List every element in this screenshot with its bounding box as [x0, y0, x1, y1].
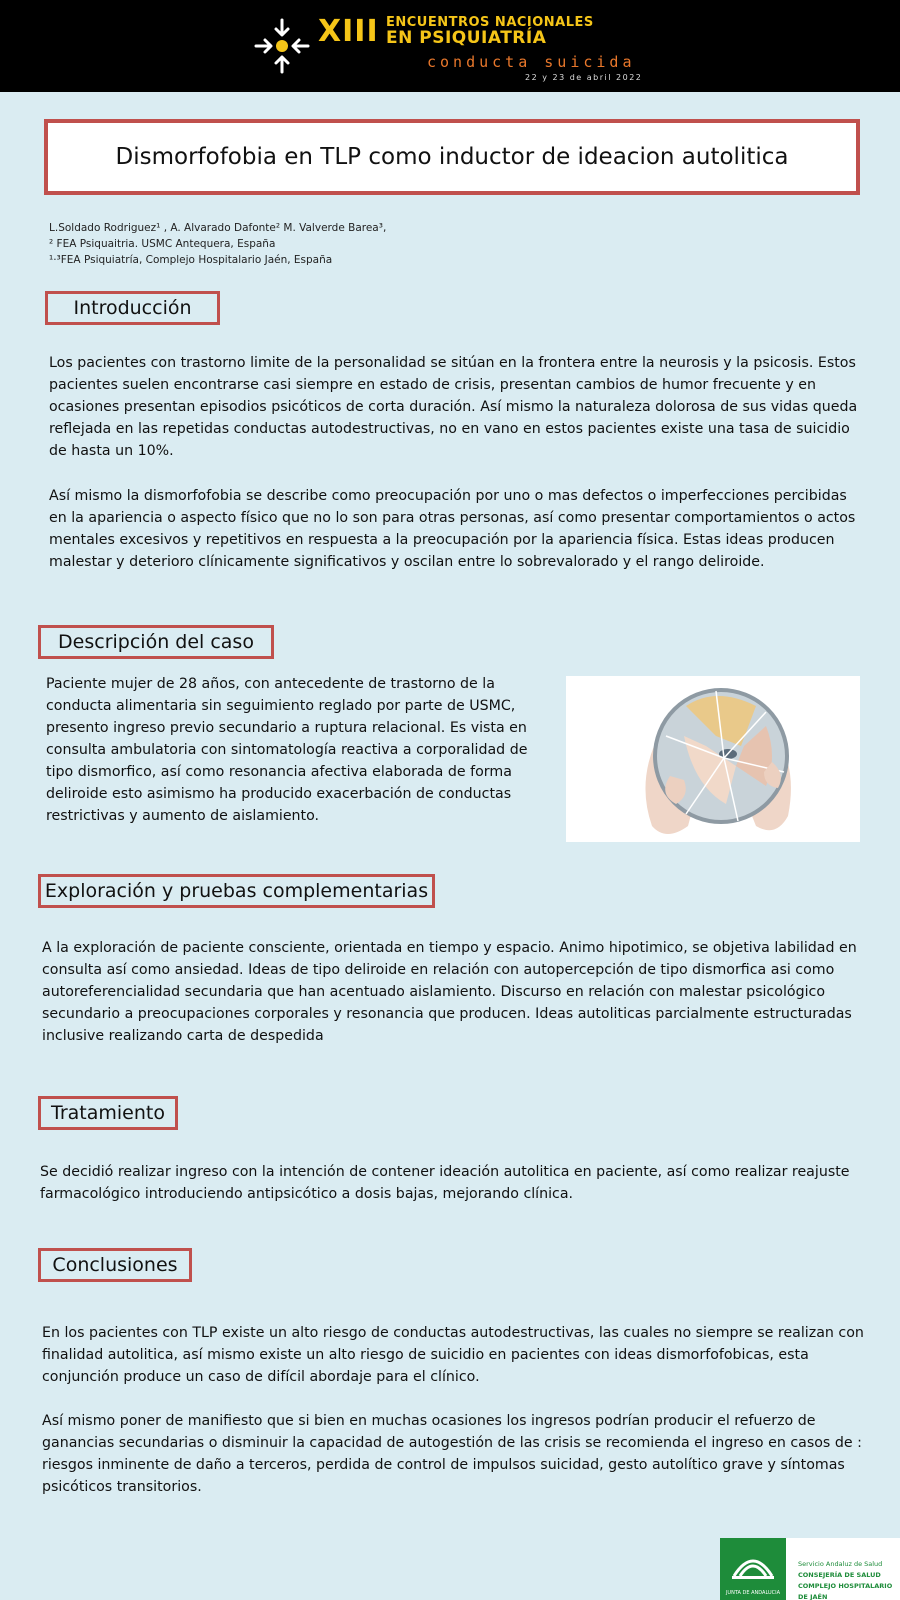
arch-emblem-icon: [720, 1538, 786, 1588]
section-heading-tratamiento: Tratamiento: [38, 1096, 178, 1130]
poster-title-box: [44, 119, 860, 195]
authors-affiliation-1: ² FEA Psiquaitria. USMC Antequera, España: [49, 238, 276, 250]
junta-label: JUNTA DE ANDALUCIA: [725, 1590, 781, 1596]
conclusiones-paragraph-2: Así mismo poner de manifiesto que si bien en muchas ocasiones los ingresos podrían producir el refuerzo de ganancias secundarias o disminuir la capacidad de autogestión de las crisis se recomienda el ingreso en casos de : riesgos inminente de daño a terceros, perdida de control de impulsos suicidad, gesto autolítico grave y síntomas psicóticos transitorios.: [42, 1413, 862, 1495]
header-banner-left: [0, 0, 236, 92]
congress-name-line1: ENCUENTROS NACIONALES: [386, 15, 594, 30]
congress-arrows-icon: [252, 16, 312, 76]
exploracion-paragraph: A la exploración de paciente consciente, orientada en tiempo y espacio. Animo hipotimico, se objetiva labilidad en consulta así como ansiedad. Ideas de tipo deliroide en relación con autopercepción de tipo dismorfica asi como autoreferencialidad secundaria que han acentuado aislamiento. Discurso en relación con malestar psicológico secundario a preocupaciones corporales y resonancia que producen. Ideas autoliticas parcialmente estructuradas inclusive realizando carta de despedida: [42, 940, 857, 1044]
authors-names: L.Soldado Rodriguez¹ , A. Alvarado Dafonte² M. Valverde Barea³,: [49, 222, 387, 234]
header-banner-right: [662, 0, 900, 92]
authors-affiliation-2: ¹·³FEA Psiquiatría, Complejo Hospitalario Jaén, España: [49, 254, 333, 266]
caso-paragraph: Paciente mujer de 28 años, con antecedente de trastorno de la conducta alimentaria sin seguimiento reglado por parte de USMC, presento ingreso previo secundario a ruptura relacional. Es vista en consulta ambulatoria con sintomatología reactiva a corporalidad de tipo dismorfico, así como resonancia afectiva elaborada de forma deliroide esto asimismo ha producido exacerbación de conductas restrictivas y aumento de aislamiento.: [46, 676, 528, 824]
introduccion-paragraph-2: Así mismo la dismorfofobia se describe como preocupación por uno o mas defectos o imperfecciones percibidas en la apariencia o aspecto físico que no lo son para otras personas, así como presentar comportamientos o actos mentales excesivos y repetitivos en respuesta a la preocupación por la apariencia física. Estas ideas producen malestar y deterioro clínicamente significativos y oscilan entre lo sobrevalorado y el rango deliroide.: [49, 488, 856, 570]
institution-logo: [720, 1538, 900, 1600]
poster-title: Dismorfofobia en TLP como inductor de ideacion autolitica: [115, 144, 789, 170]
congress-roman-numeral: XIII: [318, 14, 379, 49]
institution-line-2: CONSEJERÍA DE SALUD: [798, 1571, 881, 1579]
institution-line-3: COMPLEJO HOSPITALARIO DE JAÉN: [798, 1582, 893, 1600]
section-heading-conclusiones: Conclusiones: [38, 1248, 192, 1282]
institution-text: [798, 1559, 900, 1600]
congress-date: 22 y 23 de abril 2022: [525, 73, 643, 82]
authors-block: [49, 220, 386, 268]
congress-subtitle: conducta suicida: [427, 53, 636, 71]
section-heading-introduccion: Introducción: [45, 291, 220, 325]
junta-andalucia-emblem: [720, 1538, 786, 1600]
section-heading-caso: Descripción del caso: [38, 625, 274, 659]
section-heading-exploracion: Exploración y pruebas complementarias: [38, 874, 435, 908]
congress-name-line2: EN PSIQUIATRÍA: [386, 28, 547, 48]
tratamiento-paragraph: Se decidió realizar ingreso con la intención de contener ideación autolitica en paciente, así como realizar reajuste farmacológico introduciendo antipsicótico a dosis bajas, mejorando clínica.: [40, 1164, 850, 1202]
conclusiones-paragraph-1: En los pacientes con TLP existe un alto riesgo de conductas autodestructivas, las cuales no siempre se realizan con finalidad autolitica, así mismo existe un alto riesgo de suicidio en pacientes con ideas dismorfofobicas, esta conjunción produce un caso de difícil abordaje para el clínico.: [42, 1325, 864, 1385]
broken-mirror-image: [566, 676, 860, 842]
institution-line-1: Servicio Andaluz de Salud: [798, 1560, 883, 1568]
introduccion-paragraph-1: Los pacientes con trastorno limite de la personalidad se sitúan en la frontera entre la neurosis y la psicosis. Estos pacientes suelen encontrarse casi siempre en estado de crisis, presentan cambios de humor frecuente y en ocasiones presentan episodios psicóticos de corta duración. Así mismo la naturaleza dolorosa de sus vidas queda reflejada en las repetidas conductas autodestructivas, no en vano en estos pacientes existe una tasa de suicidio de hasta un 10%.: [49, 355, 858, 459]
